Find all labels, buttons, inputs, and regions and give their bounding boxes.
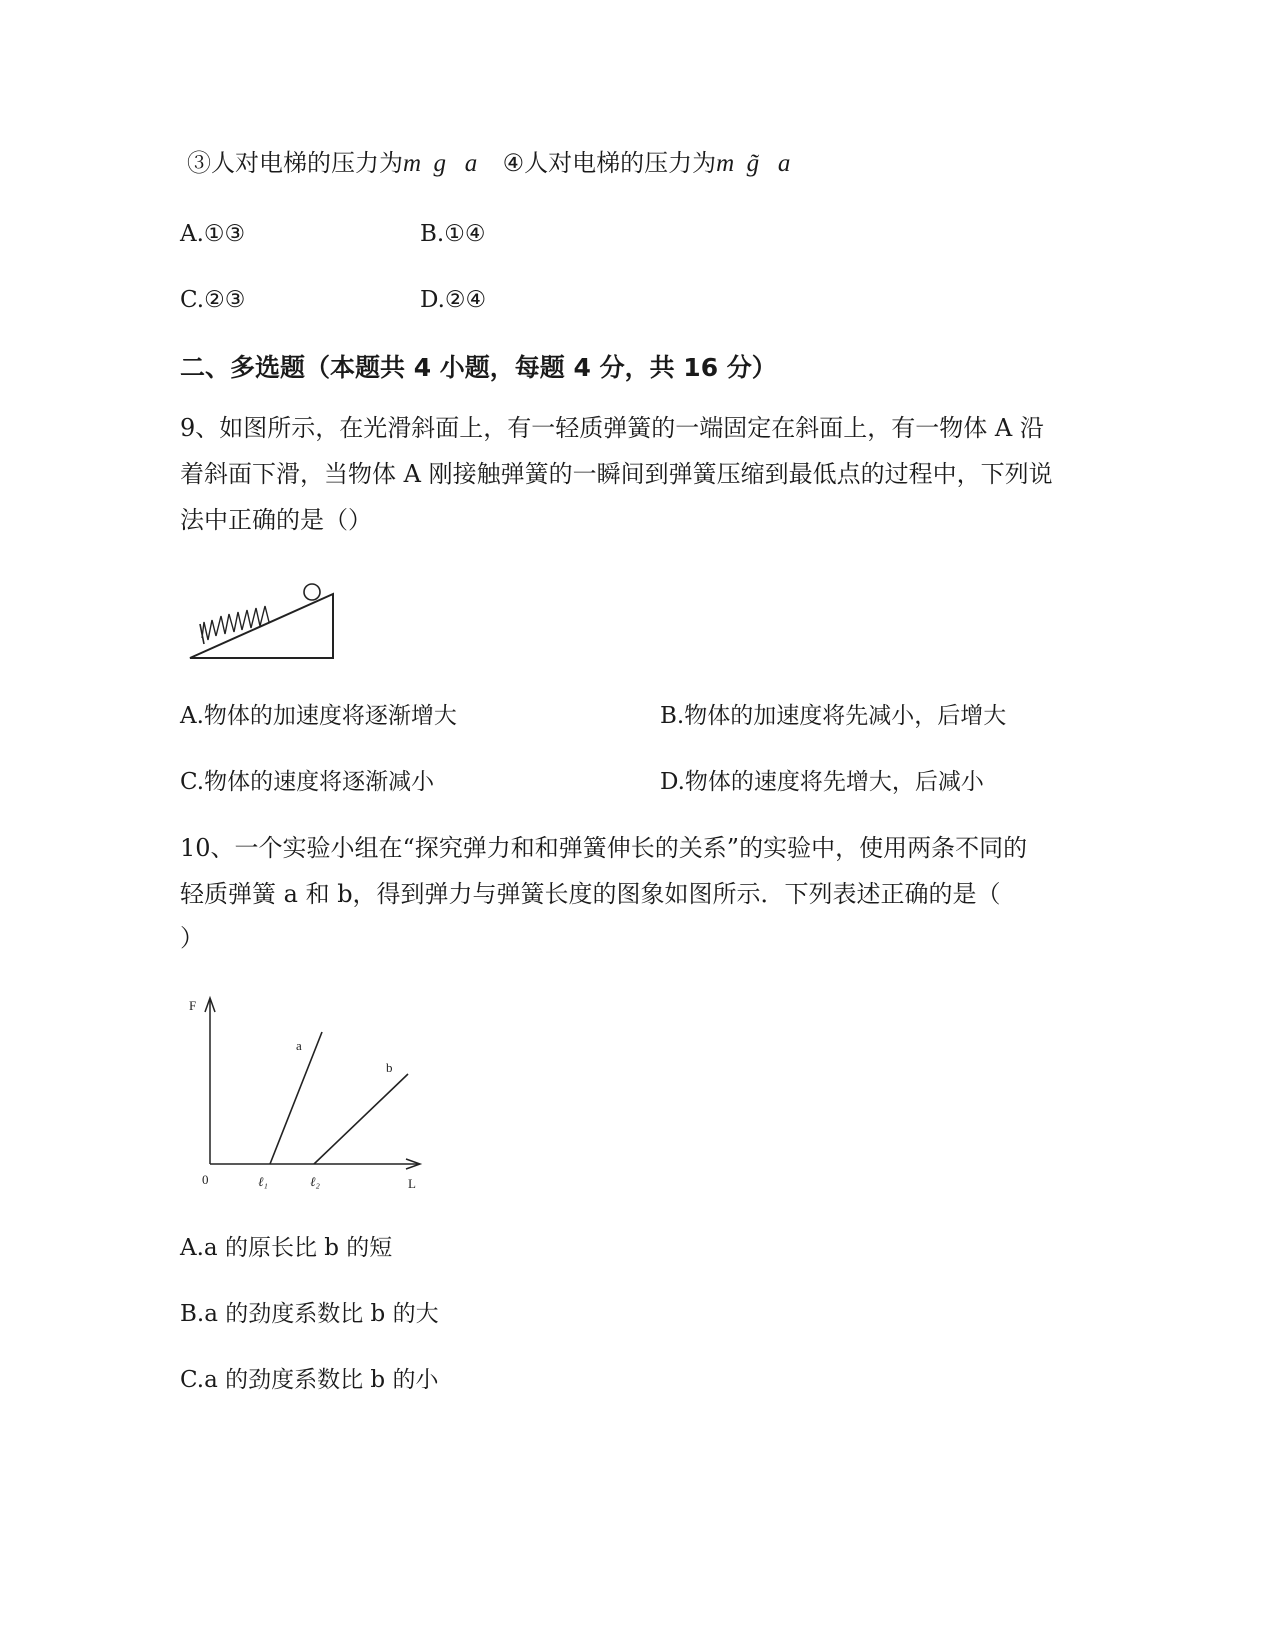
q8-stmt4-text: ④人对电梯的压力为 <box>502 149 717 177</box>
q8-statement-line <box>187 147 790 180</box>
spring-coil <box>202 606 269 640</box>
q8-stmt3-text: ③人对电梯的压力为 <box>187 149 403 177</box>
q8-stmt4-formula: m g̃ a <box>716 150 791 177</box>
q9-stem-line-3: 法中正确的是（） <box>180 506 372 534</box>
q10-stem-line-2: 轻质弹簧 a 和 b，得到弹力与弹簧长度的图象如图所示．下列表述正确的是（ <box>180 880 1001 908</box>
q8-stmt3-formula: m g a <box>403 150 478 177</box>
q10-stem-line-3: ） <box>180 924 204 952</box>
q10-stem-line-1: 10、一个实验小组在“探究弹力和和弹簧伸长的关系”的实验中，使用两条不同的 <box>180 834 1028 862</box>
q9-stem-line-2: 着斜面下滑，当物体 A 刚接触弹簧的一瞬间到弹簧压缩到最低点的过程中，下列说 <box>180 460 1053 488</box>
line-b <box>314 1074 408 1164</box>
q8-option-b[interactable]: B.①④ <box>420 221 486 247</box>
q9-option-c[interactable]: C.物体的速度将逐渐减小 <box>180 769 435 795</box>
force-length-graph <box>186 992 446 1202</box>
q10-option-a[interactable]: A.a 的原长比 b 的短 <box>180 1235 393 1261</box>
tick-l1-label: ℓ₁ <box>258 1174 268 1189</box>
q9-option-a[interactable]: A.物体的加速度将逐渐增大 <box>180 703 457 729</box>
q8-option-c[interactable]: C.②③ <box>180 287 246 313</box>
section-heading: 二、多选题（本题共 4 小题，每题 4 分，共 16 分） <box>180 353 777 382</box>
q10-option-b[interactable]: B.a 的劲度系数比 b 的大 <box>180 1301 439 1327</box>
object-ball <box>304 584 320 600</box>
y-axis-label: F <box>189 998 197 1013</box>
q9-option-b[interactable]: B.物体的加速度将先减小，后增大 <box>660 703 1007 729</box>
q9-stem-line-1: 9、如图所示，在光滑斜面上，有一轻质弹簧的一端固定在斜面上，有一物体 A 沿 <box>180 414 1044 442</box>
tick-l2-label: ℓ₂ <box>310 1174 320 1189</box>
q10-option-c[interactable]: C.a 的劲度系数比 b 的小 <box>180 1367 439 1393</box>
q8-option-d[interactable]: D.②④ <box>420 287 487 313</box>
q8-option-a[interactable]: A.①③ <box>180 221 246 247</box>
q9-option-d[interactable]: D.物体的速度将先增大，后减小 <box>660 769 984 795</box>
origin-label: 0 <box>202 1172 209 1187</box>
incline-spring-diagram <box>186 582 346 672</box>
line-b-label: b <box>386 1060 393 1075</box>
line-a-label: a <box>296 1038 302 1053</box>
x-axis-label: L <box>408 1176 416 1191</box>
